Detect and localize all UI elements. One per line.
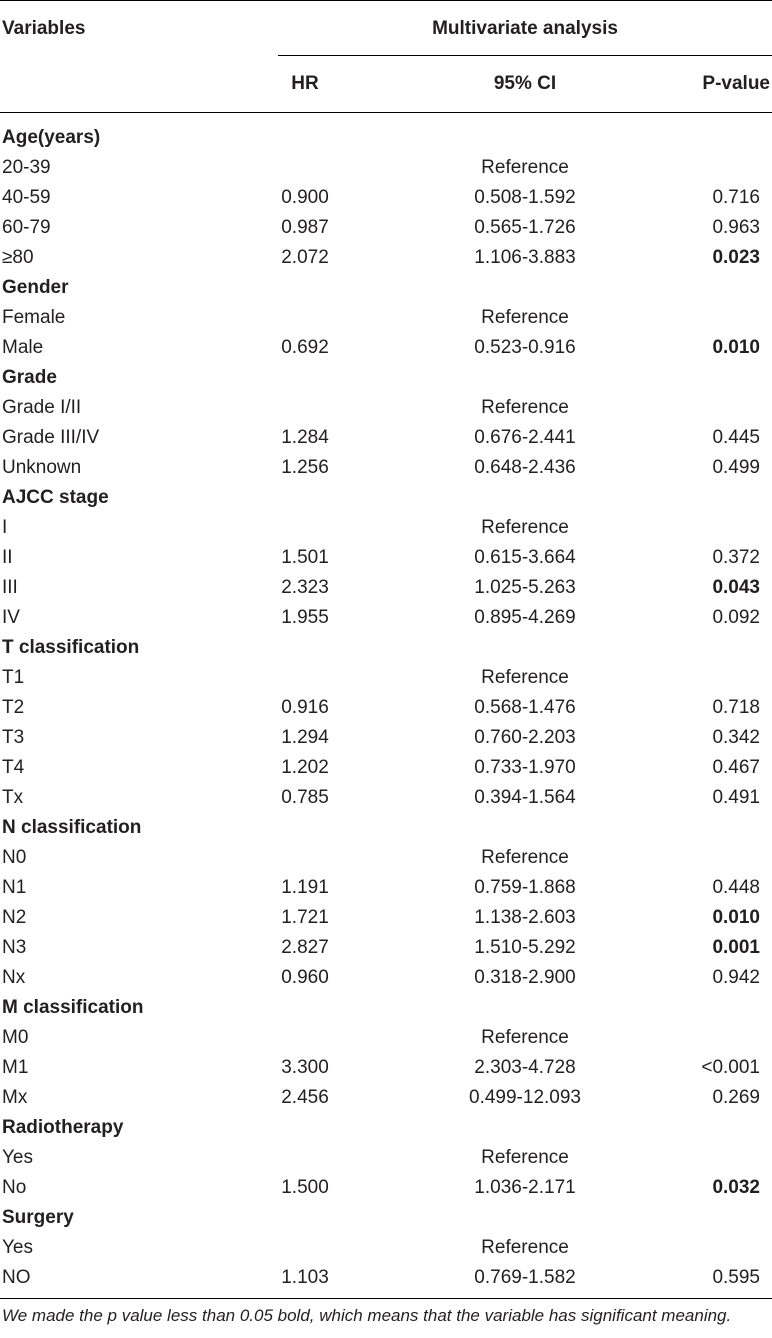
table-row	[0, 573, 772, 603]
ci-cell: 1.025-5.263	[474, 577, 576, 598]
hr-cell: 1.501	[281, 547, 329, 568]
category-label: Gender	[2, 277, 69, 298]
ci-cell: 0.568-1.476	[474, 697, 576, 718]
hr-cell: 1.284	[281, 427, 329, 448]
table-row	[0, 903, 772, 933]
variable-label: Yes	[2, 1147, 33, 1168]
top-rule	[0, 0, 772, 1]
hr-cell: 0.916	[281, 697, 329, 718]
ci-cell: 0.523-0.916	[474, 337, 576, 358]
variable-label: II	[2, 547, 13, 568]
ci-cell: 2.303-4.728	[474, 1057, 576, 1078]
variable-label: N1	[2, 877, 27, 898]
variable-label: M1	[2, 1057, 29, 1078]
table-row	[0, 1083, 772, 1113]
ci-cell: 0.676-2.441	[474, 427, 576, 448]
ci-cell: 0.769-1.582	[474, 1267, 576, 1288]
ci-cell: 0.615-3.664	[474, 547, 576, 568]
p-value-cell: 0.342	[712, 727, 760, 748]
table-row	[0, 183, 772, 213]
category-row	[0, 1203, 772, 1233]
hr-cell: 1.721	[281, 907, 329, 928]
group-rule	[278, 55, 772, 56]
category-label: Surgery	[2, 1207, 74, 1228]
hr-cell: 2.827	[281, 937, 329, 958]
category-row	[0, 123, 772, 153]
table-row	[0, 453, 772, 483]
table-row	[0, 723, 772, 753]
p-value-cell: 0.963	[712, 217, 760, 238]
p-value-cell: 0.372	[712, 547, 760, 568]
hr-cell: 2.323	[281, 577, 329, 598]
variable-label: Female	[2, 307, 66, 328]
p-value-cell: 0.032	[712, 1177, 760, 1198]
p-value-cell: 0.010	[712, 907, 760, 928]
ci-cell: 0.565-1.726	[474, 217, 576, 238]
p-value-cell: <0.001	[701, 1057, 760, 1078]
p-value-cell: 0.010	[712, 337, 760, 358]
variable-label: Grade I/II	[2, 397, 82, 418]
hr-cell: 2.456	[281, 1087, 329, 1108]
variable-label: Tx	[2, 787, 24, 808]
reference-cell: Reference	[481, 397, 569, 418]
table-row	[0, 243, 772, 273]
variable-label: NO	[2, 1267, 31, 1288]
table-row	[0, 663, 772, 693]
ci-cell: 1.036-2.171	[474, 1177, 576, 1198]
table-row	[0, 1173, 772, 1203]
table-row	[0, 603, 772, 633]
variable-label: Unknown	[2, 457, 82, 478]
ci-cell: 1.106-3.883	[474, 247, 576, 268]
table-row	[0, 333, 772, 363]
hr-cell: 1.955	[281, 607, 329, 628]
table-row	[0, 393, 772, 423]
category-label: Age(years)	[2, 127, 101, 148]
category-label: AJCC stage	[2, 487, 109, 508]
category-label: M classification	[2, 997, 144, 1018]
table-row	[0, 303, 772, 333]
hr-cell: 1.202	[281, 757, 329, 778]
ci-cell: 1.138-2.603	[474, 907, 576, 928]
hr-cell: 0.785	[281, 787, 329, 808]
reference-cell: Reference	[481, 847, 569, 868]
footnote: We made the p value less than 0.05 bold, which means that the variable has significant meaning.	[2, 1306, 732, 1325]
bottom-rule	[0, 1298, 772, 1299]
variable-label: I	[2, 517, 8, 538]
hr-cell: 0.960	[281, 967, 329, 988]
p-value-cell: 0.499	[712, 457, 760, 478]
variable-label: 40-59	[2, 187, 51, 208]
table-row	[0, 543, 772, 573]
table-row	[0, 873, 772, 903]
ci-cell: 0.394-1.564	[474, 787, 576, 808]
table-row	[0, 1053, 772, 1083]
category-row	[0, 633, 772, 663]
reference-cell: Reference	[481, 1237, 569, 1258]
variable-label: Yes	[2, 1237, 33, 1258]
table-row	[0, 783, 772, 813]
ci-cell: 0.508-1.592	[474, 187, 576, 208]
hr-cell: 2.072	[281, 247, 329, 268]
variable-label: 20-39	[2, 157, 51, 178]
p-value-cell: 0.942	[712, 967, 760, 988]
p-value-cell: 0.092	[712, 607, 760, 628]
category-label: N classification	[2, 817, 142, 838]
header-p-value: P-value	[702, 73, 770, 94]
ci-cell: 0.760-2.203	[474, 727, 576, 748]
hr-cell: 1.294	[281, 727, 329, 748]
variable-label: T3	[2, 727, 25, 748]
variable-label: Grade III/IV	[2, 427, 100, 448]
variable-label: 60-79	[2, 217, 51, 238]
variable-label: Nx	[2, 967, 26, 988]
p-value-cell: 0.001	[712, 937, 760, 958]
ci-cell: 0.499-12.093	[469, 1087, 581, 1108]
table-row	[0, 213, 772, 243]
table-row	[0, 963, 772, 993]
variable-label: Mx	[2, 1087, 28, 1108]
variable-label: M0	[2, 1027, 29, 1048]
ci-cell: 1.510-5.292	[474, 937, 576, 958]
ci-cell: 0.759-1.868	[474, 877, 576, 898]
table-row	[0, 753, 772, 783]
variable-label: N2	[2, 907, 27, 928]
p-value-cell: 0.716	[712, 187, 760, 208]
category-row	[0, 363, 772, 393]
category-row	[0, 483, 772, 513]
reference-cell: Reference	[481, 517, 569, 538]
variable-label: Male	[2, 337, 44, 358]
table-row	[0, 1143, 772, 1173]
reference-cell: Reference	[481, 1147, 569, 1168]
header-rule	[0, 112, 772, 113]
category-row	[0, 813, 772, 843]
variable-label: No	[2, 1177, 27, 1198]
hr-cell: 1.500	[281, 1177, 329, 1198]
hr-cell: 0.900	[281, 187, 329, 208]
table-row	[0, 843, 772, 873]
category-label: Grade	[2, 367, 57, 388]
category-row	[0, 1113, 772, 1143]
variable-label: ≥80	[2, 247, 34, 268]
reference-cell: Reference	[481, 157, 569, 178]
variable-label: IV	[2, 607, 20, 628]
header-multivariate-analysis: Multivariate analysis	[432, 18, 618, 39]
table-row	[0, 423, 772, 453]
ci-cell: 0.733-1.970	[474, 757, 576, 778]
variable-label: T2	[2, 697, 25, 718]
variable-label: N0	[2, 847, 27, 868]
p-value-cell: 0.718	[712, 697, 760, 718]
reference-cell: Reference	[481, 667, 569, 688]
table-row	[0, 933, 772, 963]
hr-cell: 0.987	[281, 217, 329, 238]
hr-cell: 1.103	[281, 1267, 329, 1288]
hr-cell: 3.300	[281, 1057, 329, 1078]
hr-cell: 0.692	[281, 337, 329, 358]
header-variables: Variables	[2, 18, 86, 39]
variable-label: N3	[2, 937, 27, 958]
p-value-cell: 0.043	[712, 577, 760, 598]
header-ci: 95% CI	[493, 73, 557, 94]
header-hr: HR	[291, 73, 319, 94]
table-row	[0, 1023, 772, 1053]
category-label: Radiotherapy	[2, 1117, 124, 1138]
table-row	[0, 1233, 772, 1263]
p-value-cell: 0.467	[712, 757, 760, 778]
category-row	[0, 993, 772, 1023]
ci-cell: 0.648-2.436	[474, 457, 576, 478]
p-value-cell: 0.445	[712, 427, 760, 448]
category-row	[0, 273, 772, 303]
p-value-cell: 0.491	[712, 787, 760, 808]
reference-cell: Reference	[481, 307, 569, 328]
table-row	[0, 153, 772, 183]
ci-cell: 0.895-4.269	[474, 607, 576, 628]
p-value-cell: 0.448	[712, 877, 760, 898]
table-row	[0, 693, 772, 723]
table-row	[0, 1263, 772, 1293]
p-value-cell: 0.595	[712, 1267, 760, 1288]
p-value-cell: 0.023	[712, 247, 760, 268]
hr-cell: 1.191	[281, 877, 329, 898]
variable-label: III	[2, 577, 18, 598]
hr-cell: 1.256	[281, 457, 329, 478]
variable-label: T4	[2, 757, 25, 778]
variable-label: T1	[2, 667, 25, 688]
reference-cell: Reference	[481, 1027, 569, 1048]
category-label: T classification	[2, 637, 140, 658]
p-value-cell: 0.269	[712, 1087, 760, 1108]
table-row	[0, 513, 772, 543]
ci-cell: 0.318-2.900	[474, 967, 576, 988]
